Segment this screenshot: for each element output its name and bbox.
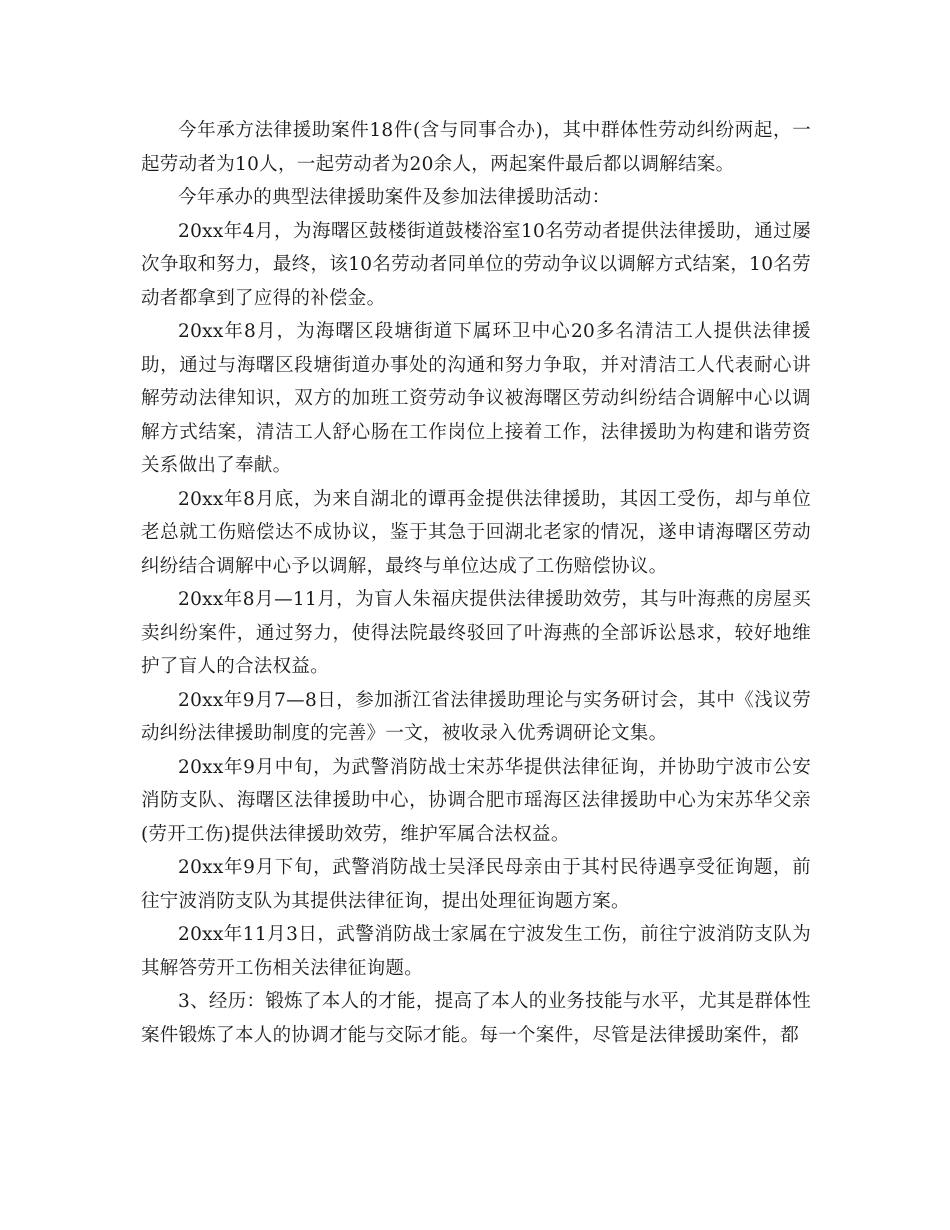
paragraph-typical-cases-intro: 今年承办的典型法律援助案件及参加法律援助活动： bbox=[178, 187, 611, 208]
paragraph-case-august: 20xx年8月，为海曙区段塘街道下属环卫中心20多名清洁工人提供法律援助，通过与海曙区段塘街道办事处的沟通和努力争取，并对清洁工人代表耐心讲解劳动法律知识，双方的加班工资劳动争议被海曙区劳动纠纷结合调解中心以调解方式结案，清洁工人舒心肠在工作岗位上接着工作，法律援助为构建和谐劳资关系做出了奉献。 bbox=[141, 321, 811, 476]
paragraph-case-september-late: 20xx年9月下旬，武警消防战士吴泽民母亲由于其村民待遇享受征询题，前往宁波消防支队为其提供法律征询，提出处理征询题方案。 bbox=[141, 857, 811, 912]
paragraph-experience: 3、经历：锻炼了本人的才能，提高了本人的业务技能与水平，尤其是群体性案件锻炼了本人的协调才能与交际才能。每一个案件，尽管是法律援助案件，都 bbox=[141, 991, 811, 1046]
paragraph-case-september-mid: 20xx年9月中旬，为武警消防战士宋苏华提供法律征询，并协助宁波市公安消防支队、海曙区法律援助中心，协调合肥市瑶海区法律援助中心为宋苏华父亲(劳开工伤)提供法律援助效劳，维护军属合法权益。 bbox=[141, 756, 811, 845]
paragraph-case-summary: 今年承方法律援助案件18件(含与同事合办)，其中群体性劳动纠纷两起，一起劳动者为10人，一起劳动者为20余人，两起案件最后都以调解结案。 bbox=[141, 120, 811, 175]
paragraph-case-aug-nov: 20xx年8月—11月，为盲人朱福庆提供法律援助效劳，其与叶海燕的房屋买卖纠纷案件，通过努力，使得法院最终驳回了叶海燕的全部诉讼恳求，较好地维护了盲人的合法权益。 bbox=[141, 589, 811, 677]
paragraph-case-august-end: 20xx年8月底，为来自湖北的谭再金提供法律援助，其因工受伤，却与单位老总就工伤赔偿达不成协议，鉴于其急于回湖北老家的情况，遂申请海曙区劳动纠纷结合调解中心予以调解，最终与单位达成了工伤赔偿协议。 bbox=[141, 488, 811, 577]
paragraph-case-april: 20xx年4月，为海曙区鼓楼街道鼓楼浴室10名劳动者提供法律援助，通过屡次争取和努力，最终，该10名劳动者同单位的劳动争议以调解方式结案，10名劳动者都拿到了应得的补偿金。 bbox=[141, 220, 811, 309]
document-body bbox=[141, 114, 811, 1052]
paragraph-seminar-september: 20xx年9月7—8日，参加浙江省法律援助理论与实务研讨会，其中《浅议劳动纠纷法律援助制度的完善》一文，被收录入优秀调研论文集。 bbox=[141, 689, 811, 744]
paragraph-case-november: 20xx年11月3日，武警消防战士家属在宁波发生工伤，前往宁波消防支队为其解答劳开工伤相关法律征询题。 bbox=[141, 924, 811, 979]
